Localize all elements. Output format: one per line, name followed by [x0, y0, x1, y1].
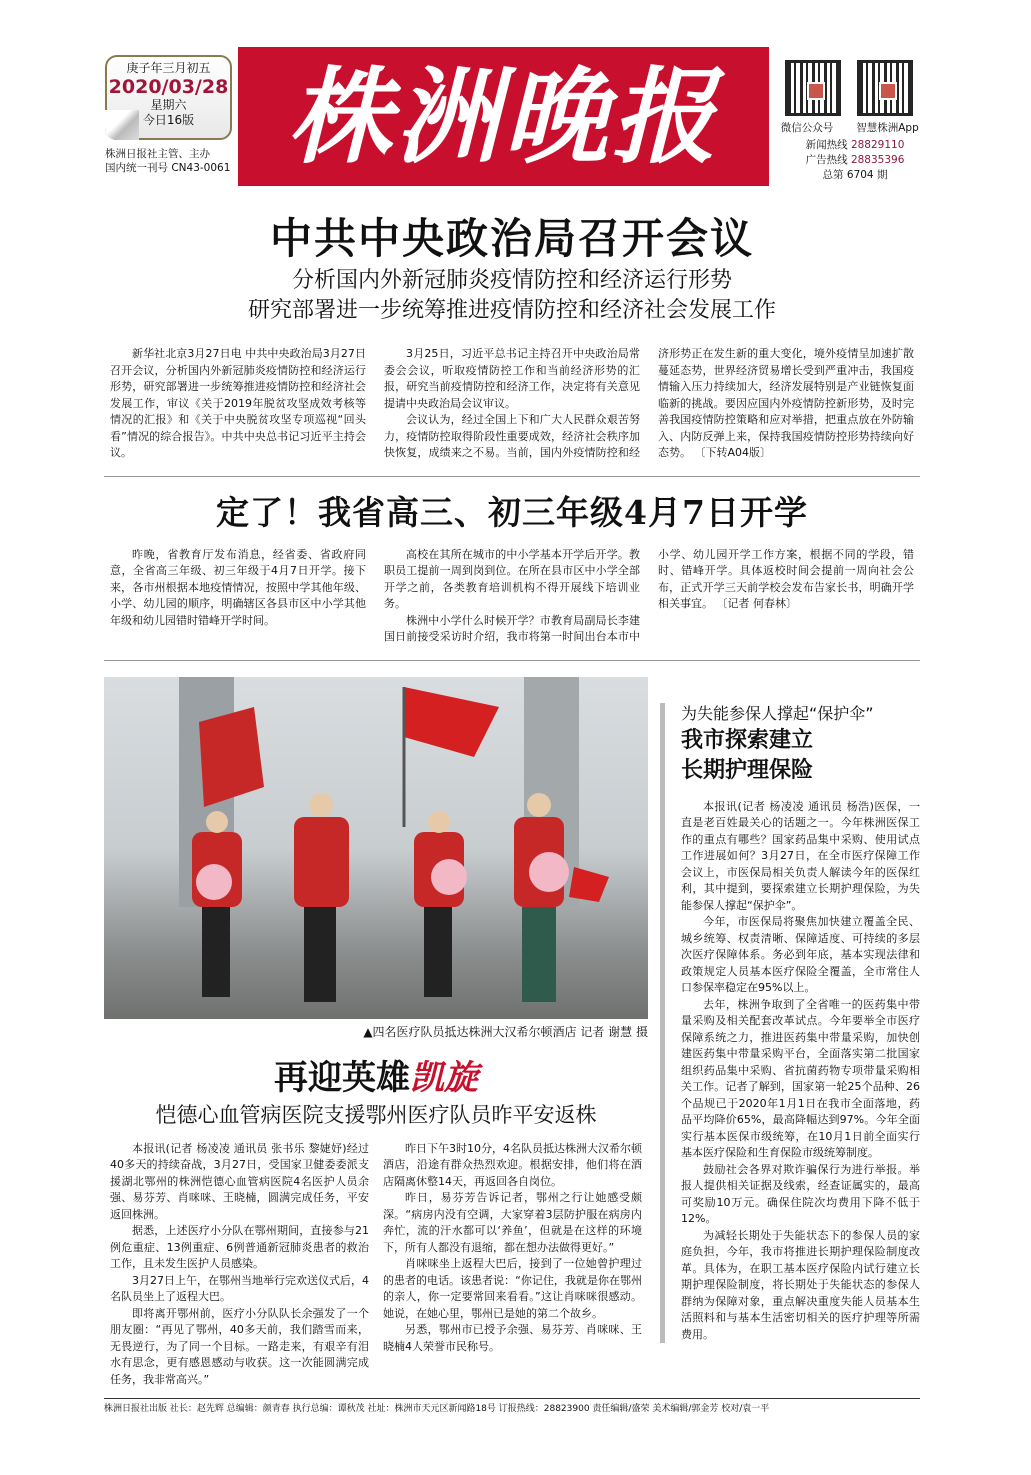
- news-photo: [104, 677, 648, 1019]
- heroes-article-body: [110, 1141, 642, 1389]
- care-headline: [681, 725, 920, 785]
- issue-number: 总第 6704 期: [822, 169, 888, 181]
- paragraph: 会议认为，经过全国上下和广大人民群众艰苦努力，疫情防控取得阶段性重要成效，经济社会秩序加快恢复，成绩来之不易。当前，国内外疫情防控和经济形势正在发生新的重大变化，境外疫情呈加速扩散蔓延态势，世界经济贸易增长受到严重冲击，我国疫情输入压力持续加大，经济发展特别是产业链恢复面临新的挑战。要因应国内外疫情防控新形势，及时完善我国疫情防控策略和应对举措，把重点放在外防输入、内防反弹上来，保持我国疫情防控形势持续向好态势。 〔下转A04版〕: [384, 347, 914, 459]
- heroes-subtitle: 恺德心血管病医院支援鄂州医疗队员昨平安返株: [155, 1102, 597, 1127]
- lead-article-body: [110, 346, 914, 462]
- footer-credits: 株洲日报社出版 社长：赵先辉 总编辑：颜青春 执行总编：谭秋茂 社址：株洲市天元区新闻路18号 订报热线：28823900 责任编辑/盛荣 美术编辑/郭金芳 校对/袁一平: [104, 1404, 770, 1414]
- date: 2020/03/28: [108, 76, 229, 98]
- publisher-info: [105, 147, 230, 175]
- main-content: [104, 200, 920, 1416]
- page-count: 今日16版: [142, 113, 195, 127]
- headline-line: 长期护理保险: [681, 756, 814, 783]
- cn-number: 国内统一刊号 CN43-0061: [105, 162, 231, 174]
- paragraph: 据悉，上述医疗小分队在鄂州期间，直接参与21例危重症、13例重症、6例普通新冠肺炎患者的救治工作，且未发生医护人员感染。: [110, 1224, 369, 1270]
- qr-label-app: 智慧株洲App: [856, 122, 919, 134]
- care-article-body: [681, 799, 920, 1344]
- lunar-date: 庚子年三月初五: [126, 61, 211, 75]
- school-headline: 定了！我省高三、初三年级4月7日开学: [216, 492, 808, 532]
- care-story: [660, 703, 920, 1344]
- paragraph: 鼓励社会各界对欺诈骗保行为进行举报。举报人提供相关证据及线索，经查证属实的，最高可奖励10万元。确保住院次均费用下降不低于12%。: [681, 1162, 920, 1225]
- paragraph: 肖咪咪坐上返程大巴后，接到了一位她曾护理过的患者的电话。该患者说：“你记住，我就是你在鄂州的亲人，你一定要常回来看看。”这让肖咪咪很感动。她说，在她心里，鄂州已是她的第二个故乡。: [383, 1257, 642, 1320]
- paragraph: 昨晚，省教育厅发布消息，经省委、省政府同意，全省高三年级、初三年级于4月7日开学。接下来，各市州根据本地疫情情况，按照中学其他年级、小学、幼儿园的顺序，明确辖区各县市区中小学其他年级和幼儿园错时错峰开学时间。: [110, 547, 366, 627]
- app-qr-icon[interactable]: [857, 60, 913, 116]
- wechat-qr-icon[interactable]: [785, 60, 841, 116]
- lead-subtitle-2: 研究部署进一步统筹推进疫情防控和经济社会发展工作: [247, 298, 776, 323]
- footer-divider: [104, 1398, 920, 1399]
- paragraph: 即将离开鄂州前，医疗小分队队长余强发了一个朋友圈：“再见了鄂州，40多天前，我们踏雪而来，无畏逆行，为了同一个目标。一路走来，有艰辛有泪水有思念，更有感恩感动与收获。这一次能圆满完成任务，我非常高兴。”: [110, 1306, 369, 1386]
- paragraph: 昨日下午3时10分，4名队员抵达株洲大汉希尔顿酒店，沿途有群众热烈欢迎。根据安排，他们将在酒店隔离休整14天，再返回各自岗位。: [383, 1141, 642, 1188]
- hotlines: [780, 138, 930, 183]
- publisher: 株洲日报社主管、主办: [105, 148, 210, 160]
- divider: [104, 476, 920, 477]
- care-kicker: 为失能参保人撑起“保护伞”: [681, 703, 874, 723]
- masthead-logo: 株洲晚报: [238, 47, 769, 186]
- paragraph: 新华社北京3月27日电 中共中央政治局3月27日召开会议，分析国内外新冠肺炎疫情防控和经济运行形势，研究部署进一步统筹推进疫情防控和经济社会发展工作，审议《关于2019年脱贫攻坚成效考核等情况的汇报》和《关于中央脱贫攻坚专项巡视“回头看”情况的综合报告》。中共中央总书记习近平主持会议。: [110, 347, 366, 459]
- school-article-body: [110, 547, 914, 646]
- ad-hotline-label: 广告热线: [805, 154, 848, 166]
- paragraph: 昨日，易芬芳告诉记者，鄂州之行让她感受颇深。“病房内没有空调，大家穿着3层防护服在病房内奔忙，流的汗水都可以‘养鱼’，但就是在这样的环境下，所有人都没有退缩，都在想办法做得更好。”: [383, 1191, 642, 1254]
- headline-black: 再迎英雄: [274, 1057, 410, 1098]
- headline-red: 凯旋: [410, 1057, 478, 1098]
- paragraph: 高校在其所在城市的中小学基本开学后开学。教职员工提前一周到岗到位。在所在县市区中小学全部开学之前，各类教育培训机构不得开展线下培训业务。: [384, 547, 640, 610]
- news-hotline-label: 新闻热线: [805, 139, 848, 151]
- ad-hotline: 28835396: [850, 154, 905, 166]
- paragraph: 本报讯(记者 杨凌凌 通讯员 张书乐 黎婕妤)经过40多天的持续奋战，3月27日，受国家卫健委委派支援湖北鄂州的株洲恺德心血管病医院4名医护人员余强、易芬芳、肖咪咪、王晓楠，圆满完成任务，平安返回株洲。: [110, 1141, 369, 1221]
- paragraph: 今年，市医保局将聚焦加快建立覆盖全民、城乡统筹、权责清晰、保障适度、可持续的多层次医疗保障体系。务必到年底，基本实现法律和政策规定人员基本医疗保险全覆盖，全市常住人口参保率稳定在95%以上。: [681, 915, 920, 994]
- lead-subtitle-1: 分析国内外新冠肺炎疫情防控和经济运行形势: [291, 268, 732, 293]
- page-curl-icon: [105, 110, 139, 140]
- lower-section: [104, 677, 920, 1389]
- divider: [104, 660, 920, 661]
- paragraph: 3月27日上午，在鄂州当地举行完欢送仪式后，4名队员坐上了返程大巴。: [110, 1273, 369, 1303]
- paragraph: 为减轻长期处于失能状态下的参保人员的家庭负担，今年，我市将推进长期护理保险制度改革。具体为，在职工基本医疗保险内试行建立长期护理保险制度，将长期处于失能状态的参保人群纳为保障对象，重点解决重度失能人员基本生活照料和与基本生活密切相关的医疗护理等所需费用。: [681, 1228, 920, 1341]
- qr-label-wechat: 微信公众号: [780, 122, 834, 134]
- paragraph: 本报讯(记者 杨凌凌 通讯员 杨浩)医保，一直是老百姓最关心的话题之一。今年株洲医保工作的重点有哪些？国家药品集中采购、使用试点工作进展如何？3月27日，在全市医疗保障工作会议上，市医保局相关负责人解读今年的医保红利，其中提到，要探索建立长期护理保险，为失能参保人撑起“保护伞”。: [681, 799, 920, 912]
- weekday: 星期六: [150, 98, 187, 112]
- paragraph: 株洲中小学什么时候开学？市教育局副局长李建国日前接受采访时介绍，我市将第一时间出台本市中小学、幼儿园开学工作方案，根据不同的学段，错时、错峰开学。具体返校时间会提前一周向社会公布，正式开学三天前学校会发布告家长书，明确开学相关事宜。 〔记者 何春林〕: [384, 547, 914, 643]
- heroes-story: [104, 677, 648, 1389]
- paragraph: 3月25日，习近平总书记主持召开中央政治局常委会会议，听取疫情防控工作和当前经济形势的汇报，研究当前疫情防控和经济工作，决定将有关意见提请中央政治局会议审议。: [384, 347, 640, 410]
- headline-line: 我市探索建立: [681, 726, 814, 753]
- photo-caption: ▲四名医疗队员抵达株洲大汉希尔顿酒店 记者 谢慧 摄: [363, 1024, 648, 1039]
- news-hotline: 28829110: [850, 139, 905, 151]
- paragraph: 去年，株洲争取到了全省唯一的医药集中带量采购及相关配套改革试点。今年要举全市医疗保障系统之力，推进医药集中带量采购，加快创建医药集中带量采购平台，全面落实第二批国家组织药品集中采购、省抗菌药物专项带量采购相关工作。记者了解到，国家第一轮25个品种、26个品规已于2020年1月1日在我市全面落地，药品平均降价65%，最高降幅达到97%。今年全面实行基本医保市级统筹，在10月1日前全面实行基本医疗保险和生育保险市级统筹制度。: [681, 997, 920, 1159]
- heroes-headline: [104, 1055, 648, 1101]
- paragraph: 另悉，鄂州市已授予余强、易芬芳、肖咪咪、王晓楠4人荣誉市民称号。: [383, 1323, 642, 1353]
- medics-photo-illustration: [104, 677, 648, 1019]
- lead-headline: 中共中央政治局召开会议: [269, 214, 754, 263]
